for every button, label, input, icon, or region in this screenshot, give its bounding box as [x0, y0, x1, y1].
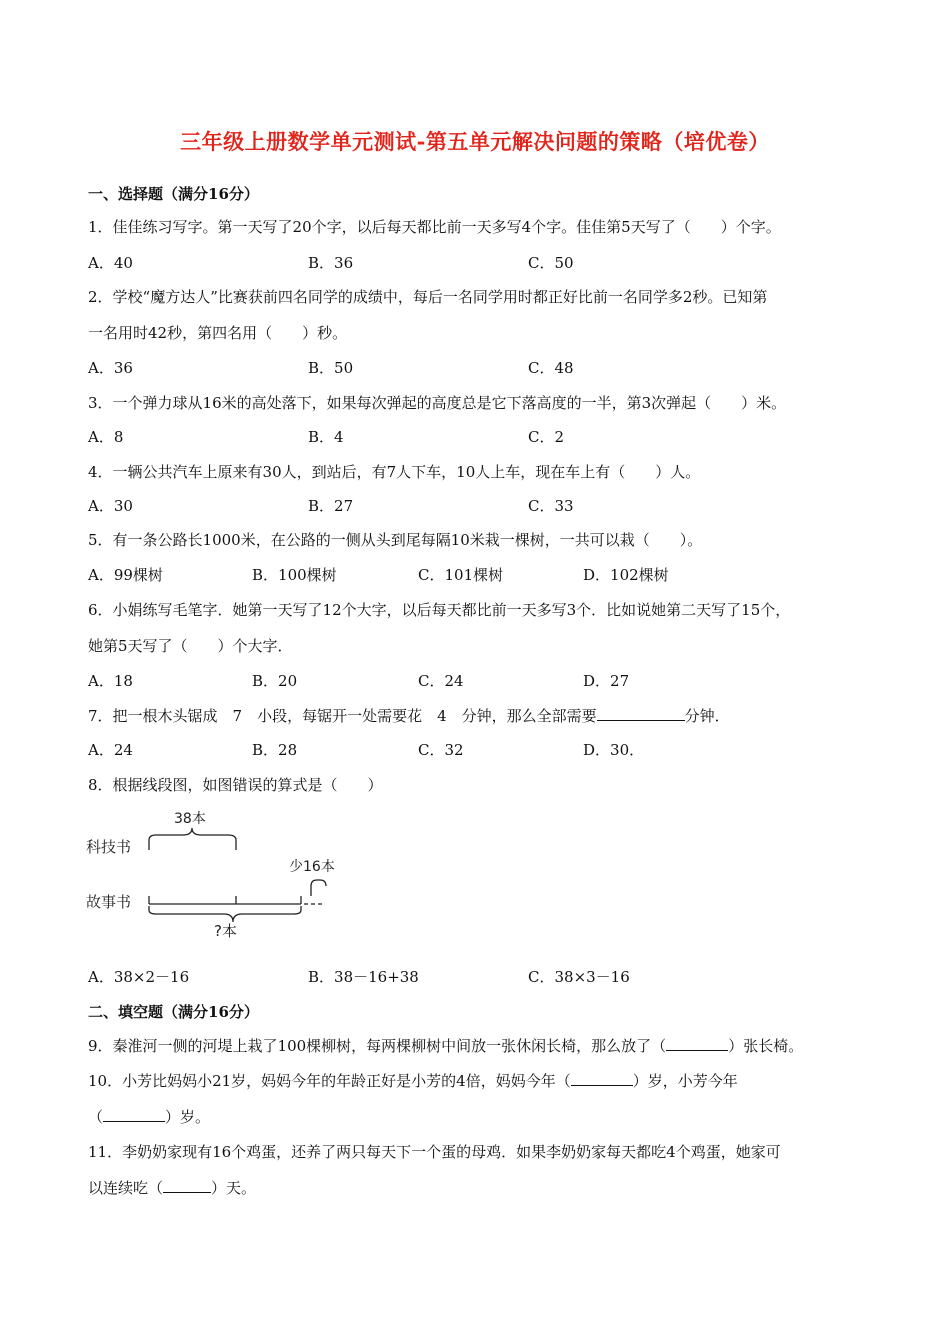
question-10-line-2	[88, 1106, 210, 1128]
diagram-label-story-books: 故事书	[86, 893, 132, 911]
q7-option-b: B．28	[252, 741, 298, 759]
q10-text-b: ）岁，小芳今年	[632, 1072, 738, 1090]
question-11-line-1: 11．李奶奶家现有16个鸡蛋，还养了两只每天下一个蛋的母鸡．如果李奶奶家每天都吃4个鸡蛋，她家可	[88, 1143, 781, 1161]
diagram-label-total: ?本	[214, 922, 237, 940]
q10-text-c: （	[88, 1108, 104, 1126]
question-1: 1．佳佳练习写字。第一天写了20个字，以后每天都比前一天多写4个字。佳佳第5天写了（ ）个字。	[88, 218, 781, 236]
q3-option-b: B．4	[308, 428, 344, 446]
q6-option-d: D．27	[583, 672, 630, 690]
q7-text-b: 分钟．	[684, 707, 730, 725]
diagram-label-science-books: 科技书	[86, 838, 132, 856]
q11-answer-blank[interactable]	[163, 1178, 211, 1193]
q11-text-b: ）天。	[211, 1179, 257, 1197]
q8-option-c: C．38×3－16	[528, 968, 630, 986]
section-heading-choice: 一、选择题（满分16分）	[88, 185, 259, 203]
diagram-brace-bottom	[149, 906, 301, 922]
q3-option-c: C．2	[528, 428, 565, 446]
q4-option-a: A．30	[88, 497, 133, 515]
q9-text-a: 9．秦淮河一侧的河堤上栽了100棵柳树，每两棵柳树中间放一张休闲长椅，那么放了（	[88, 1037, 667, 1055]
q10-text-d: ）岁。	[165, 1108, 211, 1126]
question-6-line-2: 她第5天写了（ ）个大字．	[88, 637, 293, 655]
question-2-line-1: 2．学校“魔方达人”比赛获前四名同学的成绩中，每后一名同学用时都正好比前一名同学多2秒。已知第	[88, 288, 768, 306]
q10-text-a: 10．小芳比妈妈小21岁，妈妈今年的年龄正好是小芳的4倍，妈妈今年（	[88, 1072, 571, 1090]
q8-option-a: A．38×2－16	[88, 968, 190, 986]
question-4: 4．一辆公共汽车上原来有30人，到站后，有7人下车，10人上车，现在车上有（ ）人。	[88, 463, 701, 481]
q2-option-c: C．48	[528, 359, 574, 377]
question-8: 8．根据线段图，如图错误的算式是（ ）	[88, 776, 383, 794]
q4-option-b: B．27	[308, 497, 354, 515]
q6-option-c: C．24	[418, 672, 464, 690]
q8-option-b: B．38－16+38	[308, 968, 419, 986]
diagram-brace-top	[149, 828, 236, 850]
question-5: 5．有一条公路长1000米，在公路的一侧从头到尾每隔10米栽一棵树，一共可以栽（ ）。	[88, 531, 703, 549]
q2-option-b: B．50	[308, 359, 354, 377]
q9-text-b: ）张长椅。	[728, 1037, 804, 1055]
q7-option-a: A．24	[88, 741, 133, 759]
page-title: 三年级上册数学单元测试-第五单元解决问题的策略（培优卷）	[180, 129, 770, 154]
q1-option-a: A．40	[88, 254, 133, 272]
q6-option-a: A．18	[88, 672, 133, 690]
question-10-line-1	[88, 1070, 738, 1092]
question-7	[88, 705, 730, 727]
q5-option-d: D．102棵树	[583, 566, 669, 584]
question-3: 3．一个弹力球从16米的高处落下，如果每次弹起的高度总是它下落高度的一半，第3次弹起（ ）米。	[88, 394, 787, 412]
question-11-line-2	[88, 1177, 256, 1199]
diagram-label-less-16: 少16本	[289, 859, 335, 875]
q7-option-d: D．30．	[583, 741, 645, 759]
question-9	[88, 1035, 803, 1057]
q11-text-a: 以连续吃（	[88, 1179, 164, 1197]
diagram-label-38: 38本	[174, 811, 206, 827]
section-heading-fill: 二、填空题（满分16分）	[88, 1003, 259, 1021]
question-6-line-1: 6．小娟练写毛笔字．她第一天写了12个大字，以后每天都比前一天多写3个．比如说她第二天写了15个，	[88, 601, 791, 619]
line-segment-diagram	[86, 800, 366, 950]
q5-option-a: A．99棵树	[88, 566, 163, 584]
q6-option-b: B．20	[252, 672, 298, 690]
q9-answer-blank[interactable]	[666, 1036, 728, 1051]
q7-option-c: C．32	[418, 741, 464, 759]
q5-option-b: B．100棵树	[252, 566, 337, 584]
q7-answer-blank[interactable]	[597, 706, 685, 721]
q1-option-b: B．36	[308, 254, 354, 272]
diagram-bracket-small	[311, 880, 326, 896]
q1-option-c: C．50	[528, 254, 574, 272]
q5-option-c: C．101棵树	[418, 566, 504, 584]
q7-text-a: 7．把一根木头锯成 7 小段，每锯开一处需要花 4 分钟，那么全部需要	[88, 707, 597, 725]
q2-option-a: A．36	[88, 359, 133, 377]
q10-answer-blank-1[interactable]	[571, 1071, 633, 1086]
q4-option-c: C．33	[528, 497, 574, 515]
q3-option-a: A．8	[88, 428, 124, 446]
question-2-line-2: 一名用时42秒，第四名用（ ）秒。	[88, 324, 348, 342]
q10-answer-blank-2[interactable]	[103, 1107, 165, 1122]
